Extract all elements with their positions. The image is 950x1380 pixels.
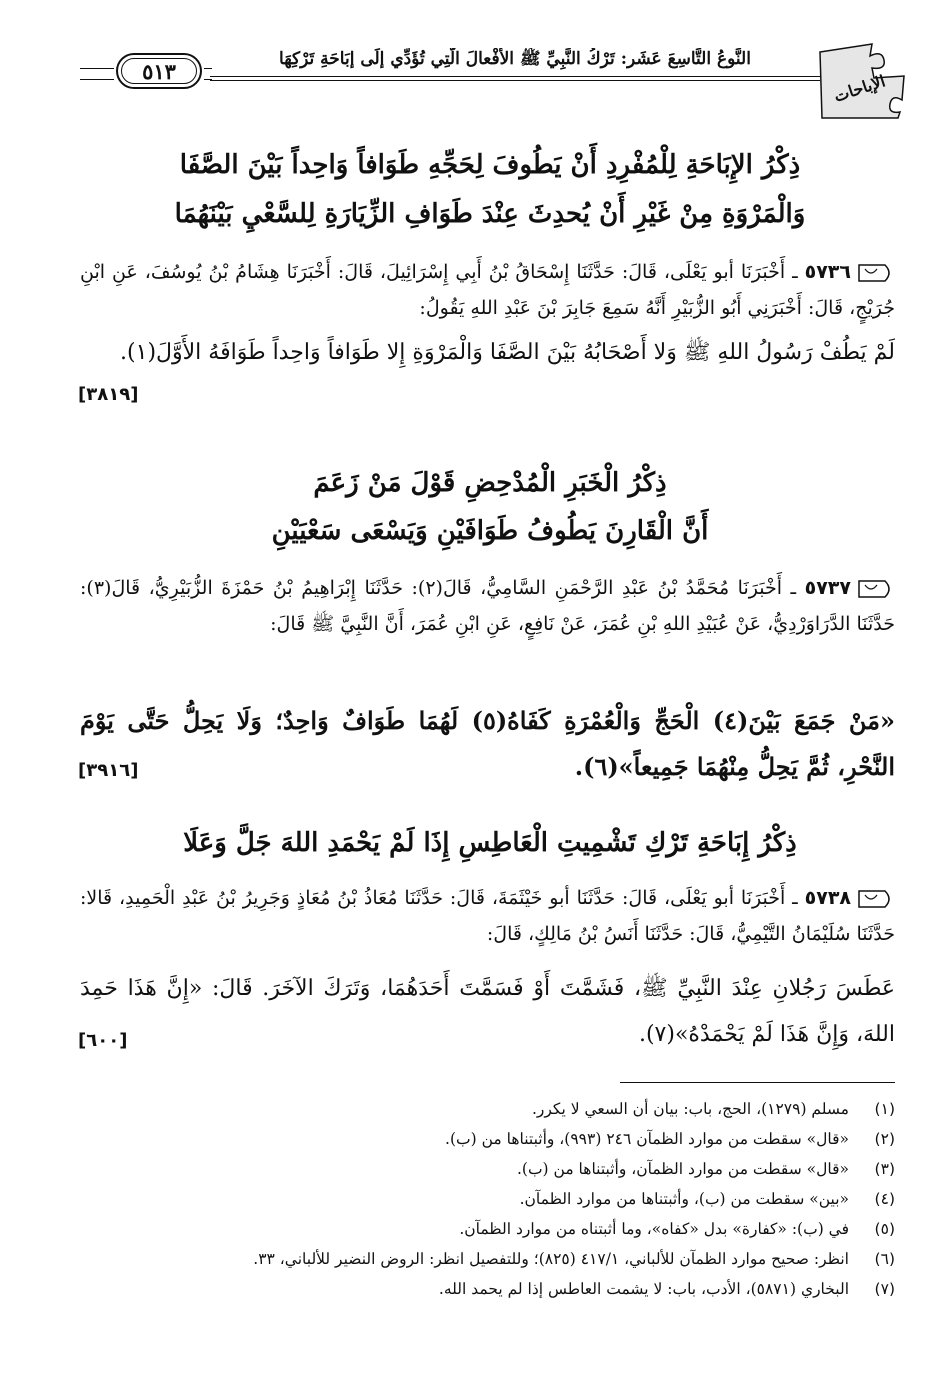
page-number-text: ٥١٣ — [142, 58, 176, 84]
footnote-number: (٥) — [874, 1220, 895, 1238]
hadith-isnad — [80, 880, 895, 952]
section-heading: ذِكْرُ الإِبَاحَةِ لِلْمُفْرِدِ أَنْ يَطُوفَ لِحَجِّهِ طَوَافاً وَاحِداً بَيْنَ الصَّفَا — [179, 150, 801, 180]
hadith-reference: [٣٨١٩] — [78, 384, 139, 405]
footnote-number: (٢) — [874, 1130, 895, 1148]
footnote-text: مسلم (١٢٧٩)، الحج، باب: بيان أن السعي لا يكرر. — [531, 1100, 849, 1118]
hadith-reference: [٣٩١٦] — [78, 760, 139, 781]
hadith-isnad — [80, 570, 895, 642]
footnote-number: (٣) — [874, 1160, 895, 1178]
header-rule-top — [210, 76, 820, 77]
hadith-matn: عَطَسَ رَجُلانِ عِنْدَ النَّبِيِّ ﷺ، فَشَمَّتَ أَوْ فَسَمَّتَ أَحَدَهُمَا، وَتَرَكَ الآخَرَ. قَالَ: «إِنَّ هَذَا حَمِدَ اللهَ، وَإِنَّ هَذَا لَمْ يَحْمَدْهُ»(٧). — [80, 976, 895, 1047]
footnote-separator — [620, 1082, 895, 1083]
footnote-item — [80, 1214, 895, 1244]
hadith-matn: لَمْ يَطُفْ رَسُولُ اللهِ ﷺ وَلا أَصْحَابُهُ بَيْنَ الصَّفَا وَالْمَرْوَةِ إِلا طَوَافاً وَاحِداً طَوَافَهُ الأَوَّلَ(١). — [120, 340, 895, 365]
hadith-number: ٥٧٣٧ — [804, 577, 851, 599]
footnote-item — [80, 1124, 895, 1154]
footnote-text: «قال» سقطت من موارد الظمآن، وأثبتناها من (ب). — [516, 1160, 849, 1178]
section-heading: ذِكْرُ الْخَبَرِ الْمُدْحِضِ قَوْلَ مَنْ زَعَمَ — [313, 468, 667, 498]
footnote-item — [80, 1184, 895, 1214]
header-ornament-right — [204, 68, 212, 80]
footnote-text: البخاري (٥٨٧١)، الأدب، باب: لا يشمت العاطس إذا لم يحمد الله. — [438, 1280, 849, 1298]
section-heading: أَنَّ الْقَارِنَ يَطُوفُ طَوَافَيْنِ وَيَسْعَى سَعْيَيْنِ — [271, 516, 709, 546]
footnote-text: في (ب): «كفارة» بدل «كفاه»، وما أثبتناه من موارد الظمآن. — [459, 1220, 849, 1238]
running-header-title: النَّوعُ التَّاسِعَ عَشَر: تَرْكُ النَّبِيِّ ﷺ الأفْعالَ الَّتِي تُؤَدِّي إلَى إبَاحَةِ تَرْكِهَا — [279, 49, 751, 69]
hadith-marker-icon — [855, 261, 895, 285]
section-heading: وَالْمَرْوَةِ مِنْ غَيْرِ أَنْ يُحدِثَ عِنْدَ طَوَافِ الزِّيَارَةِ لِلسَّعْيِ بَيْنَهُمَا — [174, 199, 806, 229]
isnad-text: ـ أَخْبَرَنَا أبو يَعْلَى، قَالَ: حَدَّثَنَا أبو خَيْثَمَةَ، قَالَ: حَدَّثَنَا مُعَاذُ بْنُ مُعَاذٍ وَجَرِيرُ بْنُ عَبْدِ الْحَمِيدِ، قَالا: حَدَّثَنَا سُلَيْمَانُ التَّيْمِيُّ، قَالَ: حَدَّثَنَا أَنَسُ بْنُ مَالِكٍ، قَالَ: — [80, 887, 895, 945]
footnote-number: (٧) — [874, 1280, 895, 1298]
header-rule-bottom — [210, 80, 820, 81]
footnote-number: (٦) — [874, 1250, 895, 1268]
footnote-text: «قال» سقطت من موارد الظمآن ٢٤٦ (٩٩٣)، وأثبتناها من (ب). — [445, 1130, 849, 1148]
header-ornament-left — [80, 68, 114, 80]
section-heading: ذِكْرُ إِبَاحَةِ تَرْكِ تَشْمِيتِ الْعَاطِسِ إِذَا لَمْ يَحْمَدِ اللهَ جَلَّ وَعَلَا — [183, 828, 797, 858]
footnote-text: «بين» سقطت من (ب)، وأثبتناها من موارد الظمآن. — [519, 1190, 849, 1208]
hadith-number: ٥٧٣٦ — [804, 261, 851, 283]
hadith-marker-icon — [855, 577, 895, 601]
hadith-marker-icon — [855, 887, 895, 911]
footnote-item — [80, 1274, 895, 1304]
footnote-item — [80, 1244, 895, 1274]
footnote-text: انظر: صحيح موارد الظمآن للألباني، ٤١٧/١ (٨٢٥)؛ وللتفصيل انظر: الروض النضير للألباني، ٣٣. — [253, 1250, 849, 1268]
hadith-reference: [٦٠٠] — [78, 1030, 128, 1051]
footnote-item — [80, 1154, 895, 1184]
hadith-isnad — [80, 254, 895, 326]
footnote-number: (١) — [874, 1100, 895, 1118]
hadith-matn: «مَنْ جَمَعَ بَيْنَ(٤) الْحَجِّ وَالْعُمْرَةِ كَفَاهُ(٥) لَهُمَا طَوَافٌ وَاحِدٌ؛ وَلَا يَحِلُّ حَتَّى يَوْمَ النَّحْرِ، ثُمَّ يَحِلُّ مِنْهُمَا جَمِيعاً»(٦). — [80, 706, 895, 781]
isnad-text: ـ أَخْبَرَنَا أبو يَعْلَى، قَالَ: حَدَّثَنَا إِسْحَاقُ بْنُ أَبِي إِسْرَائِيلَ، قَالَ: أَخْبَرَنَا هِشَامُ بْنُ يُوسُفَ، عَنِ ابْنِ جُرَيْجٍ، قَالَ: أَخْبَرَنِي أَبُو الزُّبَيْرِ أَنَّهُ سَمِعَ جَابِرَ بْنَ عَبْدِ اللهِ يَقُولُ: — [80, 261, 895, 319]
page-number — [116, 53, 202, 89]
footnote-item — [80, 1094, 895, 1124]
footnote-number: (٤) — [874, 1190, 895, 1208]
isnad-text: ـ أَخْبَرَنَا مُحَمَّدُ بْنُ عَبْدِ الرَّحْمَنِ السَّامِيُّ، قَالَ(٢): حَدَّثَنَا إِبْرَاهِيمُ بْنُ حَمْزَةَ الزُّبَيْرِيُّ، قَالَ(٣): حَدَّثَنَا الدَّرَاوَرْدِيُّ، عَنْ عُبَيْدِ اللهِ بْنِ عُمَرَ، عَنْ نَافِعٍ، عَنِ ابْنِ عُمَرَ، أَنَّ النَّبِيَّ ﷺ قَالَ: — [80, 577, 895, 635]
footnotes — [80, 1094, 895, 1304]
hadith-number: ٥٧٣٨ — [804, 887, 852, 909]
svg-text:الإباحات: الإباحات — [831, 71, 888, 106]
chapter-badge-icon — [812, 42, 912, 120]
